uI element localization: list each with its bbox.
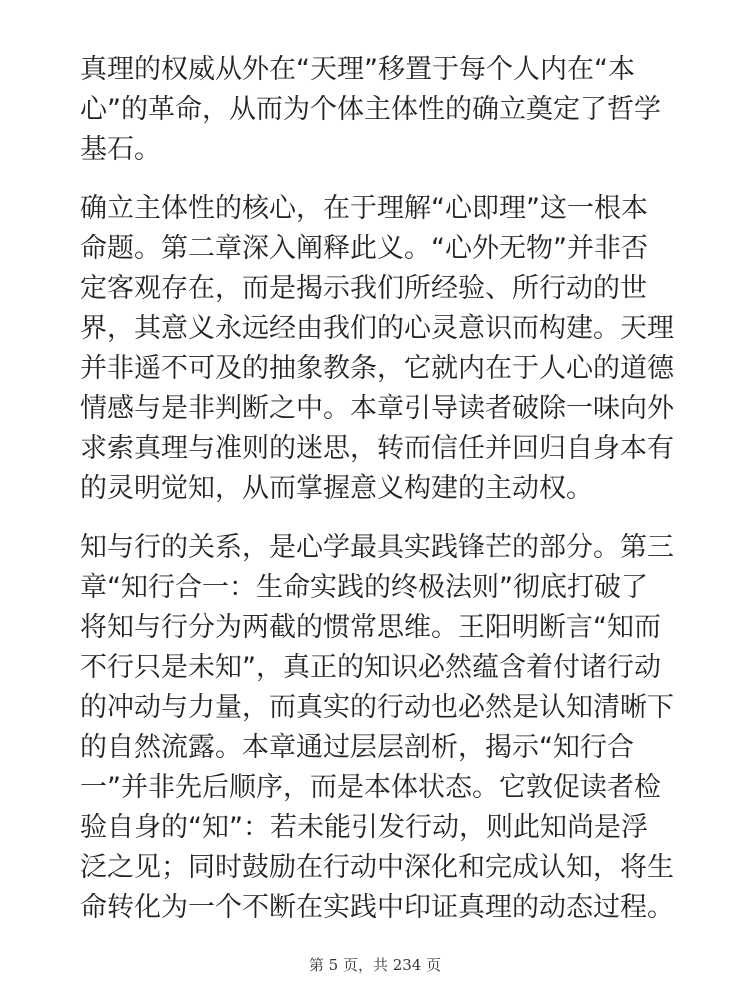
body-text bbox=[80, 50, 680, 928]
text-line: 基石。 bbox=[80, 134, 161, 165]
paragraph-1 bbox=[80, 50, 680, 170]
page-number-footer: 第 5 页，共 234 页 bbox=[308, 956, 442, 974]
text-line: 不行只是未知”，真正的知识必然蕴含着付诸行动 bbox=[80, 652, 661, 683]
text-line: 章“知行合一：生命实践的终极法则”彻底打破了 bbox=[80, 572, 648, 603]
text-line: 定客观存在，而是揭示我们所经验、所行动的世 bbox=[80, 273, 647, 304]
text-line: 求索真理与准则的迷思，转而信任并回归自身本有 bbox=[80, 433, 674, 464]
text-line: 知与行的关系，是心学最具实践锋芒的部分。第三 bbox=[80, 532, 674, 563]
paragraph-gap bbox=[80, 509, 680, 528]
text-line: 泛之见；同时鼓励在行动中深化和完成认知，将生 bbox=[80, 852, 674, 883]
text-line: 的灵明觉知，从而掌握意义构建的主动权。 bbox=[80, 473, 593, 504]
paragraph-gap bbox=[80, 170, 680, 189]
text-line: 确立主体性的核心，在于理解“心即理”这一根本 bbox=[80, 193, 648, 224]
text-line: 的冲动与力量，而真实的行动也必然是认知清晰下 bbox=[80, 692, 674, 723]
text-line: 情感与是非判断之中。本章引导读者破除一味向外 bbox=[80, 393, 674, 424]
text-line: 真理的权威从外在“天理”移置于每个人内在“本 bbox=[80, 54, 635, 85]
text-line: 心”的革命，从而为个体主体性的确立奠定了哲学 bbox=[80, 94, 661, 125]
text-line: 的自然流露。本章通过层层剖析，揭示“知行合 bbox=[80, 732, 634, 763]
text-line: 命题。第二章深入阐释此义。“心外无物”并非否 bbox=[80, 233, 648, 264]
text-line: 验自身的“知”：若未能引发行动，则此知尚是浮 bbox=[80, 812, 648, 843]
paragraph-3 bbox=[80, 528, 680, 928]
paragraph-2 bbox=[80, 189, 680, 509]
text-line: 并非遥不可及的抽象教条，它就内在于人心的道德 bbox=[80, 353, 674, 384]
text-line: 界，其意义永远经由我们的心灵意识而构建。天理 bbox=[80, 313, 674, 344]
text-line: 一”并非先后顺序，而是本体状态。它敦促读者检 bbox=[80, 772, 661, 803]
text-line: 命转化为一个不断在实践中印证真理的动态过程。 bbox=[80, 892, 674, 923]
text-line: 将知与行分为两截的惯常思维。王阳明断言“知而 bbox=[80, 612, 661, 643]
